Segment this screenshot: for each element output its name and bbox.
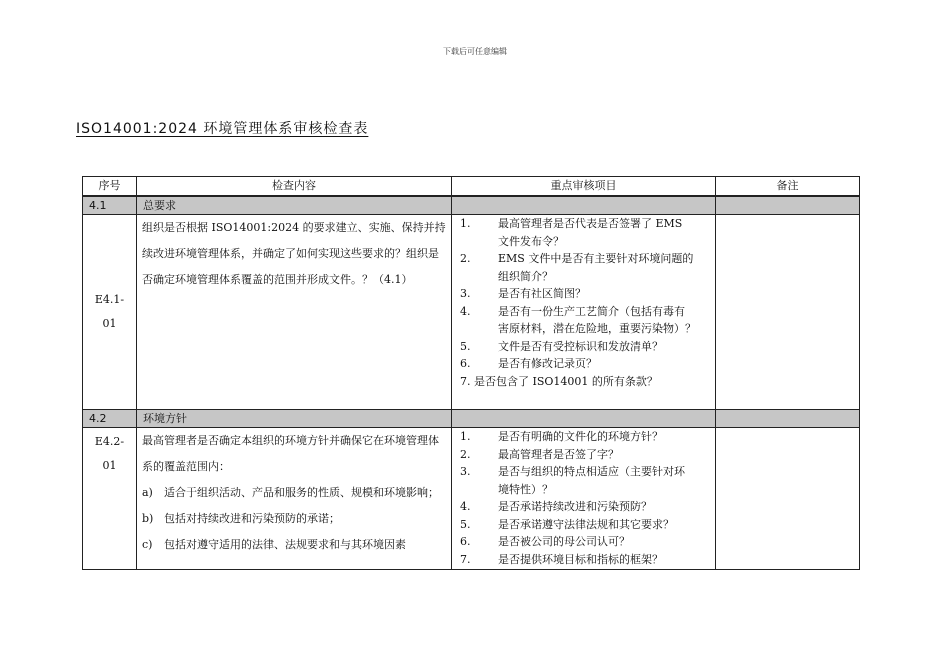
item-number: 3.: [460, 287, 471, 300]
remarks-cell: [716, 215, 860, 410]
item-number: 1.: [460, 430, 471, 443]
item-text: 最高管理者是否代表是否签署了 EMS: [498, 217, 683, 230]
item-number: 2.: [460, 252, 471, 265]
remarks-cell: [716, 428, 860, 570]
item-number: 1.: [460, 217, 471, 230]
item-text: 是否有修改记录页？: [498, 357, 597, 370]
item-number: 2.: [460, 447, 471, 461]
table-row: [83, 215, 860, 410]
key-items-cell: [452, 428, 716, 570]
item-id-line1: E4.1-: [94, 293, 125, 306]
list-item: [460, 498, 707, 516]
list-item: [460, 338, 707, 356]
item-number: 6.: [460, 535, 471, 548]
list-item: [460, 215, 707, 250]
key-items-cell: [452, 215, 716, 410]
item-id-line2: 01: [102, 317, 117, 330]
content-sub-item: [142, 506, 447, 532]
header-seq: 序号: [83, 177, 137, 197]
section-number: 4.1: [83, 196, 137, 215]
section-name: 环境方针: [137, 410, 452, 428]
sub-item-text: 包括对持续改进和污染预防的承诺；: [164, 512, 340, 525]
content-sub-item: [142, 480, 447, 506]
list-item: [460, 446, 707, 464]
sub-item-tag: b): [142, 512, 154, 525]
audit-checklist-table: [82, 176, 860, 570]
item-id-cell: [83, 215, 137, 410]
item-text-cont: 境特性）？: [498, 482, 553, 496]
check-content-cell: [137, 428, 452, 570]
item-text: 是否包含了 ISO14001 的所有条款？: [474, 374, 658, 388]
header-note: 下载后可任意编辑: [443, 47, 507, 56]
check-content-text: 组织是否根据 ISO14001:2024 的要求建立、实施、保持并持续改进环境管理体系，并确定了如何实现这些要求的？组织是否确定环境管理体系覆盖的范围并形成文件。？（4.1）: [142, 221, 446, 286]
item-number: 3.: [460, 465, 471, 478]
key-items-list: [460, 428, 707, 568]
item-id-cell: [83, 428, 137, 570]
item-number: 5.: [460, 517, 471, 531]
header-remarks: 备注: [716, 177, 860, 197]
list-item: [460, 250, 707, 285]
item-id-line2: 01: [102, 459, 117, 472]
item-text: 文件是否有受控标识和发放清单？: [498, 339, 663, 353]
header-content: 检查内容: [137, 177, 452, 197]
item-id-line1: E4.2-: [94, 435, 125, 448]
key-items-list: [460, 215, 707, 390]
list-item: [460, 285, 707, 303]
item-text: 是否承诺遵守法律法规和其它要求？: [498, 517, 674, 531]
item-text-cont: 文件发布令？: [498, 234, 564, 248]
list-item: [460, 428, 707, 446]
list-item: [460, 355, 707, 373]
item-text-cont: 害原材料，潜在危险地，重要污染物）？: [498, 322, 696, 335]
section-row-4-1: [83, 196, 860, 215]
sub-item-text: 适合于组织活动、产品和服务的性质、规模和环境影响；: [164, 486, 439, 499]
item-number: 6.: [460, 357, 471, 370]
list-item: [460, 373, 707, 391]
section-empty-cell: [452, 196, 716, 215]
list-item: [460, 551, 707, 569]
section-empty-cell: [452, 410, 716, 428]
check-content-intro: 最高管理者是否确定本组织的环境方针并确保它在环境管理体系的覆盖范围内：: [142, 434, 439, 473]
item-text: 是否被公司的母公司认可？: [498, 535, 630, 548]
item-text: 是否有一份生产工艺简介（包括有毒有: [498, 304, 685, 318]
content-sub-item: [142, 532, 447, 558]
sub-item-tag: a): [142, 486, 153, 499]
table-row: [83, 428, 860, 570]
item-text-cont: 组织简介？: [498, 269, 553, 283]
table-header-row: [83, 177, 860, 197]
item-text: 是否有社区简图？: [498, 287, 586, 300]
item-text: 是否提供环境目标和指标的框架？: [498, 552, 663, 566]
item-text: EMS 文件中是否有主要针对环境问题的: [498, 252, 694, 265]
item-number: 5.: [460, 339, 471, 353]
item-text: 是否有明确的文件化的环境方针？: [498, 430, 663, 443]
section-empty-cell: [716, 410, 860, 428]
section-number: 4.2: [83, 410, 137, 428]
item-text: 是否与组织的特点相适应（主要针对环: [498, 465, 685, 478]
section-row-4-2: [83, 410, 860, 428]
item-number: 7.: [460, 552, 471, 566]
item-number: 7.: [460, 374, 471, 388]
list-item: [460, 463, 707, 498]
sub-item-text: 包括对遵守适用的法律、法规要求和与其环境因素: [164, 538, 406, 551]
item-text: 是否承诺持续改进和污染预防？: [498, 500, 652, 513]
section-name: 总要求: [137, 196, 452, 215]
item-number: 4.: [460, 500, 471, 513]
check-content-cell: [137, 215, 452, 410]
header-key-items: 重点审核项目: [452, 177, 716, 197]
sub-item-tag: c): [142, 538, 153, 551]
item-number: 4.: [460, 304, 471, 318]
item-text: 最高管理者是否签了字？: [498, 447, 619, 461]
list-item: [460, 303, 707, 338]
section-empty-cell: [716, 196, 860, 215]
list-item: [460, 533, 707, 551]
document-title: ISO14001:2024 环境管理体系审核检查表: [76, 121, 369, 137]
list-item: [460, 516, 707, 534]
